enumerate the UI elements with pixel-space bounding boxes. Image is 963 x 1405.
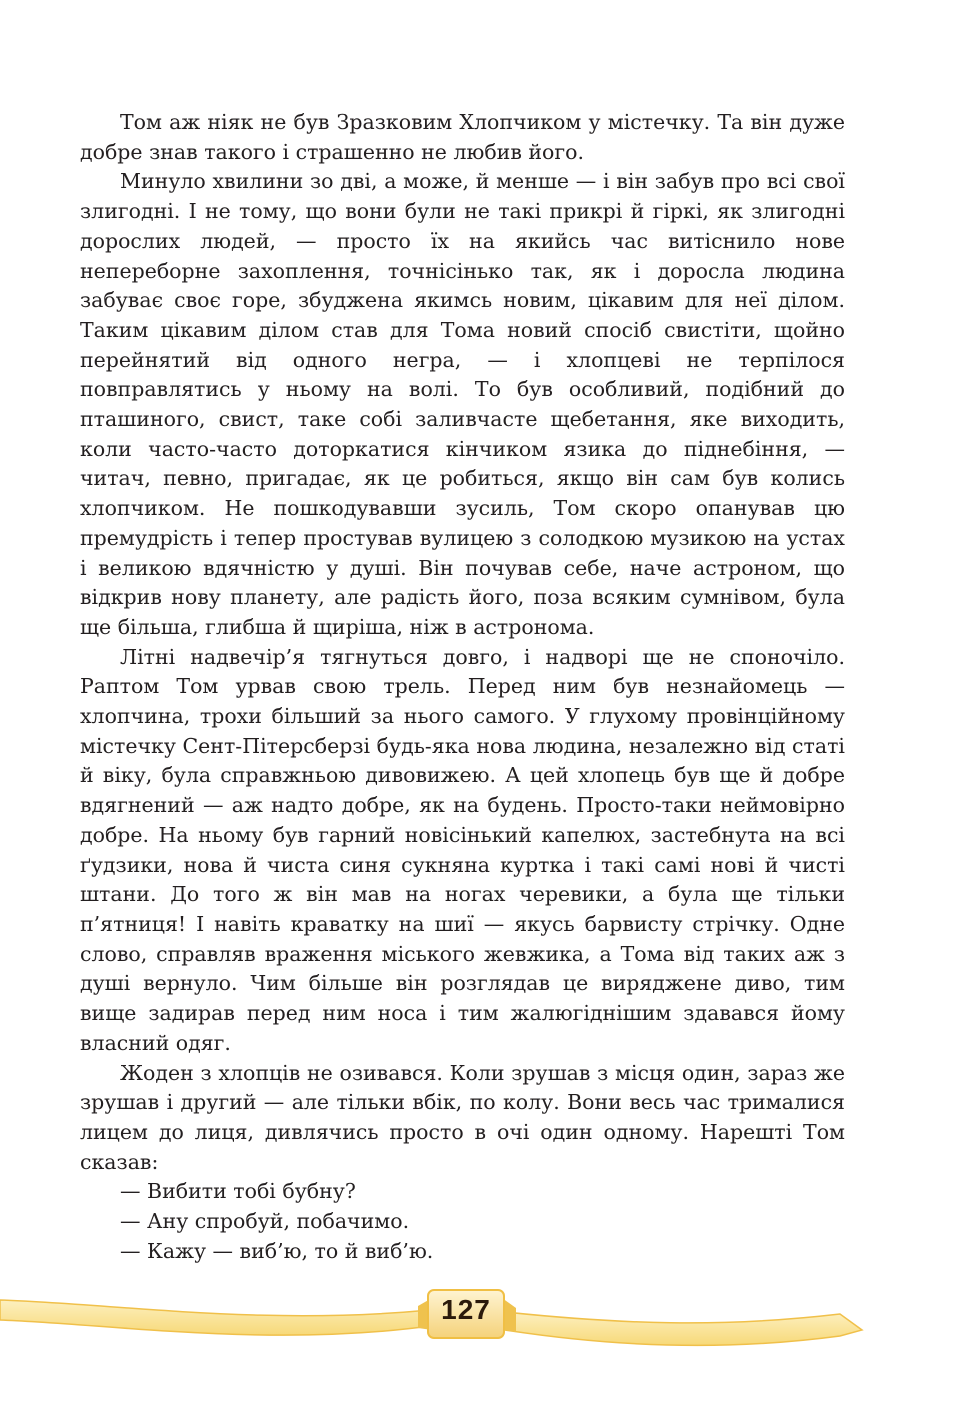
paragraph: Минуло хвилини зо дві, а може, й менше — і він забув про всі свої злигодні. І не тому, що вони були не такі прикрі й гіркі, як злигодні дорослих людей, — просто їх на якийсь час витіснило нове непереборне захоплення, точнісінько так, як і доросла людина забуває своє горе, збуджена якимсь новим, цікавим для неї ділом. Таким цікавим ділом став для Тома новий спосіб свистіти, щойно перейнятий від одного негра, — і хлопцеві не терпілося повправлятись у ньому на волі. То був особливий, подібний до пташиного, свист, таке собі заливчасте щебетання, яке виходить, коли часто-часто доторкатися кінчиком язика до піднебіння, — читач, певно, пригадає, як це робиться, якщо він сам був колись хлопчиком. Не пошкодувавши зусиль, Том скоро опанував цю премудрість і тепер простував вулицею з солодкою музикою на устах і великою вдячністю у душі. Він почував себе, наче астроном, що відкрив нову планету, але радість його, поза всяким сумнівом, була ще більша, глибша й щиріша, ніж в астронома.	[80, 169, 845, 639]
ribbon-right-band	[505, 1312, 862, 1345]
dialogue-line: — Вибити тобі бубну?	[120, 1179, 356, 1204]
paragraph: Літні надвечір’я тягнуться довго, і надворі ще не споночіло. Раптом Том урвав свою трель. Перед ним був незнайомець — хлопчина, трохи більший за нього самого. У глухому провінційному містечку Сент-Пітерсберзі будь-яка нова людина, незалежно від статі й віку, була справжньою дивовижею. А цей хлопець був ще й добре вдягнений — аж надто добре, як на будень. Просто-таки неймовірно добре. На ньому був гарний новісінький капелюх, застебнута на всі ґудзики, нова й чиста синя сукняна куртка і такі самі нові й чисті штани. До того ж він мав на ногах черевики, а була ще тільки п’ятниця! І навіть краватку на шиї — якусь барвисту стрічку. Одне слово, справляв враження міського жевжика, а Тома від таких аж з душі вернуло. Чим більше він розглядав це виряджене диво, тим вище задирав перед ним носа і тим жалюгіднішим здавався йому власний одяг.	[80, 644, 845, 1055]
paragraph: Жоден з хлопців не озивався. Коли зрушав з місця один, зараз же зрушав і другий — але тільки вбік, по колу. Вони весь час трималися лицем до лиця, дивлячись просто в очі один одному. Нарешті Том сказав:	[80, 1060, 845, 1174]
dialogue-line: — Кажу — виб’ю, то й виб’ю.	[120, 1238, 434, 1263]
page-body	[80, 108, 845, 1266]
page-number: 127	[441, 1294, 491, 1325]
ribbon-left-band	[0, 1300, 430, 1335]
paragraph: Том аж ніяк не був Зразковим Хлопчиком у містечку. Та він дуже добре знав такого і страшенно не любив його.	[80, 110, 845, 164]
dialogue-line: — Ану спробуй, побачимо.	[120, 1209, 410, 1234]
